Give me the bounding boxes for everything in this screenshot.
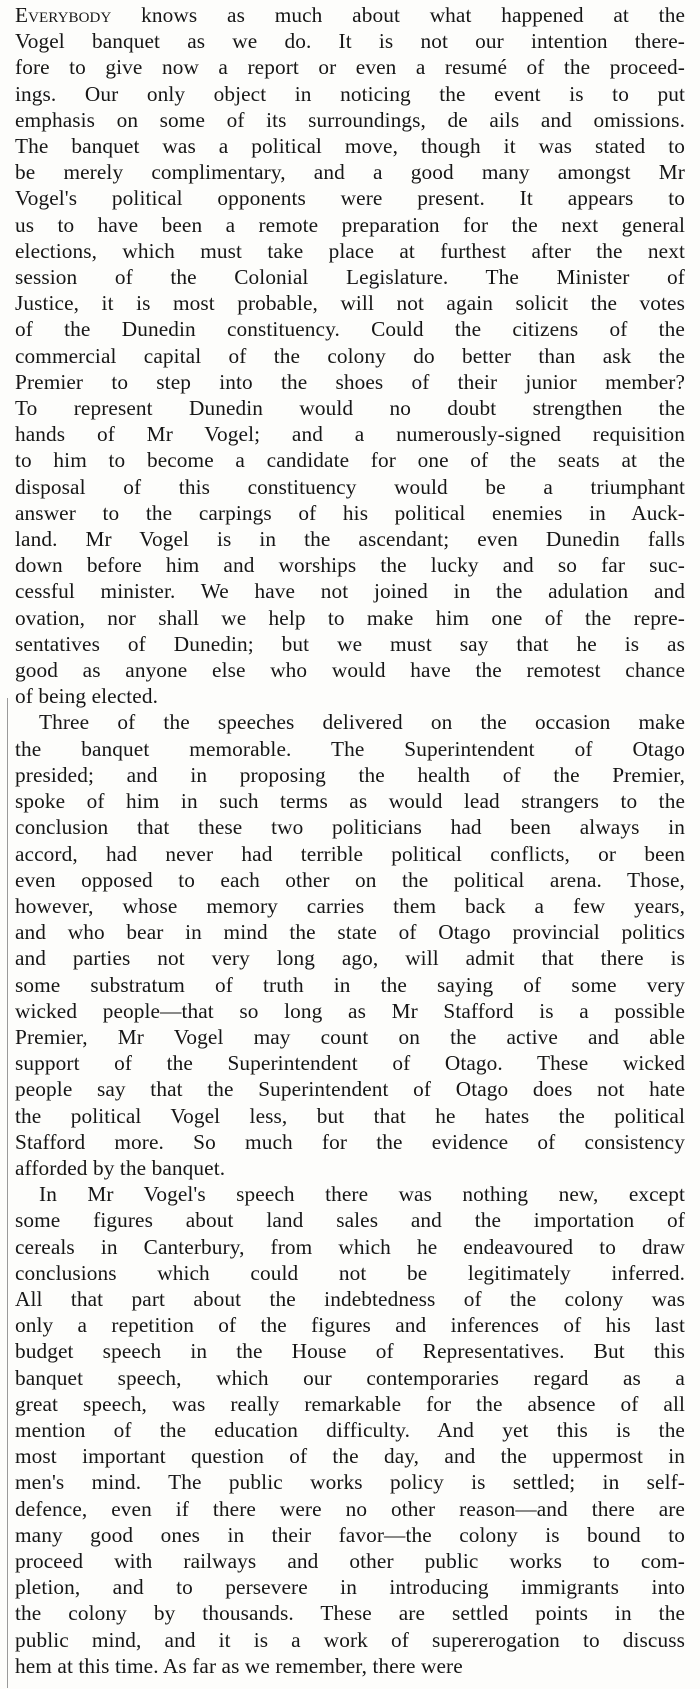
text-line: even opposed to each other on the political arena. Those,	[15, 867, 685, 892]
text-line: the banquet memorable. The Superintendent of Otago	[15, 736, 685, 761]
text-line: mention of the education difficulty. And yet this is the	[15, 1417, 685, 1442]
text-line: only a repetition of the figures and inferences of his last	[15, 1313, 685, 1338]
text-line: support of the Superintendent of Otago. These wicked	[15, 1051, 685, 1076]
text-line: ovation, nor shall we help to make him one of the repre-	[15, 605, 685, 630]
text-line: session of the Colonial Legislature. The Minister of	[15, 265, 685, 290]
text-line: banquet speech, which our contemporaries regard as a	[15, 1365, 685, 1390]
text-line: public mind, and it is a work of supererogation to discuss	[15, 1627, 685, 1652]
text-line: cereals in Canterbury, from which he endeavoured to draw	[15, 1234, 685, 1259]
text-line: people say that the Superintendent of Otago does not hate	[15, 1077, 685, 1102]
text-line: elections, which must take place at furthest after the next	[15, 238, 685, 263]
text-line: Justice, it is most probable, will not again solicit the votes	[15, 291, 685, 316]
text-line: Stafford more. So much for the evidence of consistency	[15, 1129, 685, 1154]
text-line: emphasis on some of its surroundings, de ails and omissions.	[15, 107, 685, 132]
text-line: defence, even if there were no other reason—and there are	[15, 1496, 685, 1521]
text-line: to him to become a candidate for one of the seats at the	[15, 448, 685, 473]
article-paragraph	[15, 709, 685, 1181]
text-line: Everybody knows as much about what happened at the	[15, 3, 685, 27]
text-line: pletion, and to persevere in introducing immigrants into	[15, 1575, 685, 1600]
text-line: however, whose memory carries them back a few years,	[15, 893, 685, 918]
text-line: proceed with railways and other public works to com-	[15, 1548, 685, 1573]
text-line: Three of the speeches delivered on the occasion make	[39, 710, 685, 735]
text-line: All that part about the indebtedness of the colony was	[15, 1286, 685, 1311]
text-line: good as anyone else who would have the remotest chance	[15, 658, 685, 683]
text-line: Premier, Mr Vogel may count on the active and able	[15, 1024, 685, 1049]
text-line: sentatives of Dunedin; but we must say that he is as	[15, 631, 685, 656]
text-line: To represent Dunedin would no doubt strengthen the	[15, 396, 685, 421]
text-line: hands of Mr Vogel; and a numerously-signed requisition	[15, 422, 685, 447]
text-line: the colony by thousands. These are settled points in the	[15, 1601, 685, 1626]
text-line: some figures about land sales and the importation of	[15, 1208, 685, 1233]
text-line: cessful minister. We have not joined in the adulation and	[15, 579, 685, 604]
text-line: presided; and in proposing the health of the Premier,	[15, 762, 685, 787]
text-line: answer to the carpings of his political enemies in Auck-	[15, 500, 685, 525]
text-line: us to have been a remote preparation for the next general	[15, 212, 685, 237]
text-line: down before him and worships the lucky and so far suc-	[15, 553, 685, 578]
text-line: of being elected.	[15, 684, 159, 709]
text-line: commercial capital of the colony do better than ask the	[15, 343, 685, 368]
text-line: and parties not very long ago, will admit that there is	[15, 946, 685, 971]
text-line: of the Dunedin constituency. Could the citizens of the	[15, 317, 685, 342]
text-line: afforded by the banquet.	[15, 1155, 226, 1180]
text-line: spoke of him in such terms as would lead strangers to the	[15, 789, 685, 814]
text-line: In Mr Vogel's speech there was nothing new, except	[39, 1182, 685, 1207]
text-line: conclusions which could not be legitimately inferred.	[15, 1260, 685, 1285]
text-line: some substratum of truth in the saying of some very	[15, 972, 685, 997]
text-line: wicked people—that so long as Mr Stafford is a possible	[15, 998, 685, 1023]
text-line: and who bear in mind the state of Otago provincial politics	[15, 920, 685, 945]
text-line: ings. Our only object in noticing the event is to put	[15, 81, 685, 106]
article-column	[15, 2, 685, 1679]
text-line: The banquet was a political move, though it was stated to	[15, 134, 685, 159]
text-line: Vogel banquet as we do. It is not our intention there-	[15, 29, 685, 54]
text-line: be merely complimentary, and a good many amongst Mr	[15, 160, 685, 185]
text-line: men's mind. The public works policy is settled; in self-	[15, 1470, 685, 1495]
text-line: fore to give now a report or even a resumé of the proceed-	[15, 55, 685, 80]
text-line: disposal of this constituency would be a triumphant	[15, 474, 685, 499]
text-line: Vogel's political opponents were present. It appears to	[15, 186, 685, 211]
text-line: hem at this time. As far as we remember, there were	[15, 1653, 463, 1678]
text-line: many good ones in their favor—the colony is bound to	[15, 1522, 685, 1547]
text-line: land. Mr Vogel is in the ascendant; even Dunedin falls	[15, 527, 685, 552]
text-line: Premier to step into the shoes of their junior member?	[15, 369, 685, 394]
lead-word: Everybody	[15, 3, 112, 27]
text-line: budget speech in the House of Representatives. But this	[15, 1339, 685, 1364]
column-rule	[7, 698, 8, 1688]
article-paragraph	[15, 1181, 685, 1679]
text-line: most important question of the day, and the uppermost in	[15, 1444, 685, 1469]
text-line: great speech, was really remarkable for the absence of all	[15, 1391, 685, 1416]
text-line: the political Vogel less, but that he hates the political	[15, 1103, 685, 1128]
text-line: accord, had never had terrible political conflicts, or been	[15, 841, 685, 866]
article-paragraph	[15, 2, 685, 709]
text-line: conclusion that these two politicians had been always in	[15, 815, 685, 840]
